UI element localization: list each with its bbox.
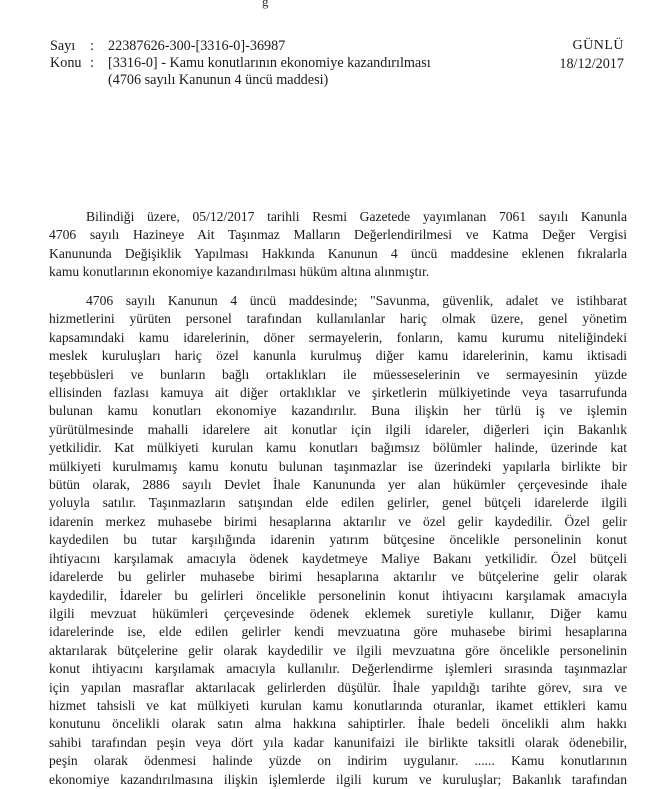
paragraph-line: aktarılarak bütçelerine gelir olarak kaydedilir ve ilgili mevzuatına göre öncelikle personelinin bbox=[49, 642, 627, 658]
konu-value-line2: (4706 sayılı Kanunun 4 üncü maddesi) bbox=[108, 72, 329, 88]
paragraph-line: Kanununda Değişiklik Yapılması Hakkında Kanunun 4 üncü maddesine eklenen fıkralarla bbox=[49, 245, 627, 261]
paragraph-line: hizmetlerini yürüten personel tarafından kullanılanlar hariç olmak üzere, genel yönetim bbox=[49, 311, 627, 327]
konu-value-line1: [3316-0] - Kamu konutlarının ekonomiye kazandırılması bbox=[108, 55, 431, 71]
document-date: 18/12/2017 bbox=[559, 56, 624, 72]
paragraph-line: konutunu öncelikli olarak satın alma hakkına sahiptirler. İhale bedeli öncelikli alım hakkı bbox=[49, 716, 627, 732]
konu-row bbox=[50, 55, 625, 72]
paragraph-line: hizmet tahsisli ve kat mülkiyeti kurulan kamu konutlarında oturanlar, ikamet ettikleri kamu bbox=[49, 697, 627, 713]
paragraph-line: ihtiyacını karşılamak amacıyla ödenek kaydetmeye Maliye Bakanı yetkilidir. Özel bütçeli bbox=[49, 550, 627, 566]
paragraph-line: ellisinden fazlası kamuya ait diğer ortaklıklar ve şirketlerin mülkiyetinde veya tasarrufunda bbox=[49, 385, 627, 401]
konu-label: Konu bbox=[50, 55, 82, 71]
paragraph-line: meslek kuruluşları hariç özel kanunla kurulmuş diğer kamu idarelerinin, kamu iktisadi bbox=[49, 348, 627, 364]
paragraph-line: 4706 sayılı Hazineye Ait Taşınmaz Malların Değerlendirilmesi ve Katma Değer Vergisi bbox=[49, 227, 627, 243]
paragraph-line: mülkiyeti kurulmamış kamu konutu bulunan taşınmazlar ise üzerindeki yapılarla birlikte bir bbox=[49, 458, 627, 474]
paragraph-line: bulunan kamu konutları ekonomiye kazandırılır. Buna ilişkin her türlü iş ve işlemin bbox=[49, 403, 627, 419]
sayi-colon: : bbox=[90, 38, 94, 54]
top-edge-text-fragment: g bbox=[262, 0, 269, 9]
paragraph-line: için yapılan masraflar aktarılacak gelirlerden düşülür. İhale yapıldığı tarihte görev, sıra ve bbox=[49, 679, 627, 695]
paragraph-line: yoluyla satılır. Taşınmazların satışından elde edilen gelirler, genel bütçeli idarelerde ilgili bbox=[49, 495, 627, 511]
urgency-label: GÜNLÜ bbox=[572, 38, 624, 53]
paragraph-line: peşin olarak ödenmesi halinde yüzde on indirim uygulanır. ...... Kamu konutlarının bbox=[49, 753, 627, 769]
body-paragraph-1 bbox=[49, 208, 627, 282]
paragraph-line: Bilindiği üzere, 05/12/2017 tarihli Resmi Gazetede yayımlanan 7061 sayılı Kanunla bbox=[86, 209, 627, 224]
sayi-row bbox=[50, 38, 625, 55]
paragraph-line: kaydedilir, İdareler bu gelirleri öncelikle personelinin konut ihtiyacını karşılamak amacıyla bbox=[49, 587, 627, 603]
paragraph-line: idarelerde bu gelirler muhasebe birimi hesaplarına aktarılır ve bütçelerine gelir olarak bbox=[49, 569, 627, 585]
body-paragraph-2 bbox=[49, 292, 627, 789]
konu-colon: : bbox=[90, 55, 94, 71]
paragraph-line: yürütülmesinde mahalli idarelere ait konutlar için ilgili idareler, diğerleri için Bakanlık bbox=[49, 421, 627, 437]
paragraph-line: idarelerinde ise, elde edilen gelirler kendi mevzuatına göre muhasebe birimi hesaplarına bbox=[49, 624, 627, 640]
paragraph-line: bütün olarak, 2886 sayılı Devlet İhale Kanununda yer alan hükümler çerçevesinde ihale bbox=[49, 477, 627, 493]
paragraph-line: yetkilidir. Kat mülkiyeti kurulan kamu konutları bağımsız bölümler halinde, üzerinde kat bbox=[49, 440, 627, 456]
document-header bbox=[50, 38, 625, 89]
sayi-label: Sayı bbox=[50, 38, 76, 54]
paragraph-line: 4706 sayılı Kanunun 4 üncü maddesinde; "Savunma, güvenlik, adalet ve istihbarat bbox=[86, 293, 627, 308]
paragraph-line: konut ihtiyacını karşılamak amacıyla kullanılır. Değerlendirme işlemleri sırasında taşınmazlar bbox=[49, 661, 627, 677]
paragraph-line: ekonomiye kazandırılmasına ilişkin işlemlerde ilgili kurum ve kuruluşlar; Bakanlık tarafından bbox=[49, 771, 627, 787]
konu-row-continued bbox=[50, 72, 625, 89]
paragraph-line: idarenin merkez muhasebe birimi hesaplarına aktarılır ve özel gelir kaydedilir. Özel gelir bbox=[49, 513, 627, 529]
paragraph-line: ilgili mevzuat hükümleri çerçevesinde ödenek eklemek suretiyle kullanır, Diğer kamu bbox=[49, 605, 627, 621]
paragraph-line: kaydedilen bu tutar karşılığında idarenin yatırım bütçesine öncelikle personelinin konut bbox=[49, 532, 627, 548]
paragraph-line: teşebbüsleri ve bunların bağlı ortaklıkları ile müesseselerinin ve sermayesinin yüzde bbox=[49, 366, 627, 382]
paragraph-line: kapsamındaki kamu idarelerinin, döner sermayelerin, fonların, kamu kurumu niteliğindeki bbox=[49, 329, 627, 345]
sayi-value: 22387626-300-[3316-0]-36987 bbox=[108, 38, 286, 54]
paragraph-line: kamu konutlarının ekonomiye kazandırılması hüküm altına alınmıştır. bbox=[49, 264, 430, 280]
paragraph-line: sahibi tarafından peşin veya dört yıla kadar kanunifaizi ile birlikte taksitli olarak ödenebilir, bbox=[49, 734, 627, 750]
